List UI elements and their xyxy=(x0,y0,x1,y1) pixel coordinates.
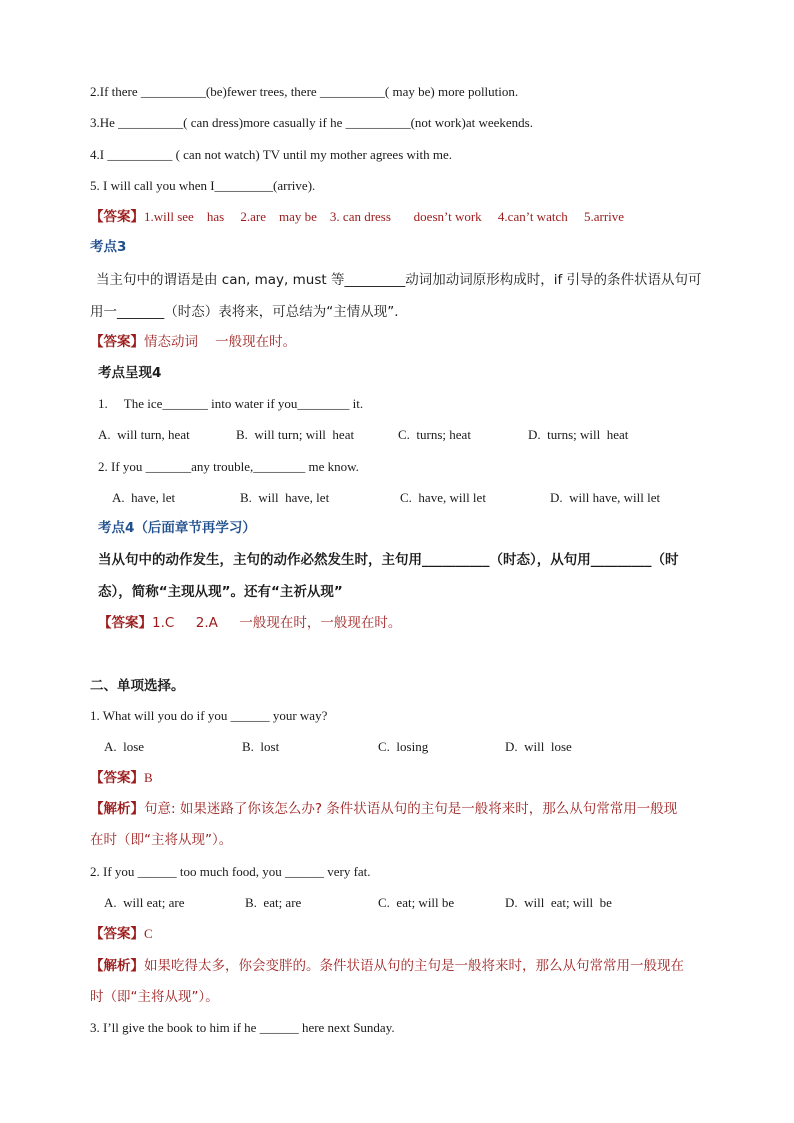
option-b: B. eat; are xyxy=(245,895,302,910)
kaodian-3-line-1: 当主句中的谓语是由 can, may, must 等_________动词加动词原形构成时，if 引导的条件状语从句可 xyxy=(96,272,702,288)
question-3: 3. I’ll give the book to him if he ______ here next Sunday. xyxy=(90,1020,395,1035)
option-d: D. will lose xyxy=(505,739,572,754)
exercise-q4: 4.I __________ ( can not watch) TV until my mother agrees with me. xyxy=(90,147,453,162)
option-a: A. lose xyxy=(104,739,145,754)
answer-line xyxy=(90,333,296,351)
analysis-line-1 xyxy=(90,800,677,818)
section-heading-single-choice: 二、单项选择。 xyxy=(90,678,185,694)
analysis-line-2: 在时（即“主将从现”）。 xyxy=(90,832,233,848)
option-d: D. will have, will let xyxy=(550,490,661,505)
answer-tag: 【答案】 xyxy=(90,926,144,942)
answer-tag: 【答案】 xyxy=(90,770,144,786)
answer-text: 1.C 2.A 一般现在时，一般现在时。 xyxy=(152,615,402,631)
question-1: 1. The ice_______ into water if you________ it. xyxy=(98,396,364,411)
answer-tag: 【答案】 xyxy=(90,334,144,350)
question-2: 2. If you ______ too much food, you ______ very fat. xyxy=(90,864,371,879)
answer-text: 1.will see has 2.are may be 3. can dress doesn’t work 4.can’t watch 5.arrive xyxy=(144,209,625,224)
answer-line xyxy=(90,208,624,226)
exercise-q3: 3.He __________( can dress)more casually if he __________(not work)at weekends. xyxy=(90,115,533,130)
answer-text: C xyxy=(144,926,153,941)
section-title-kaodian-4: 考点4（后面章节再学习） xyxy=(98,520,256,536)
analysis-tag: 【解析】 xyxy=(90,958,144,974)
analysis-text: 句意: 如果迷路了你该怎么办? 条件状语从句的主句是一般将来时，那么从句常常用一般现 xyxy=(144,801,678,817)
section-title-kaodian-chengxian-4: 考点呈现4 xyxy=(98,365,162,381)
kaodian-4-line-2: 态），简称“主现从现”。还有“主祈从现” xyxy=(98,584,343,600)
answer-tag: 【答案】 xyxy=(98,615,152,631)
answer-line xyxy=(90,769,153,787)
answer-line xyxy=(98,614,401,632)
question-1: 1. What will you do if you ______ your way? xyxy=(90,708,328,723)
answer-tag: 【答案】 xyxy=(90,209,144,225)
option-a: A. have, let xyxy=(112,490,176,505)
analysis-line-2: 时（即“主将从现”）。 xyxy=(90,989,219,1005)
answer-line xyxy=(90,925,153,943)
option-c: C. have, will let xyxy=(400,490,486,505)
option-c: C. eat; will be xyxy=(378,895,455,910)
analysis-line-1 xyxy=(90,957,684,975)
question-2: 2. If you _______any trouble,________ me know. xyxy=(98,459,359,474)
kaodian-4-line-1: 当从句中的动作发生，主句的动作必然发生时，主句用__________（时态），从句用_________（时 xyxy=(98,552,679,568)
answer-text: B xyxy=(144,770,153,785)
exercise-q2: 2.If there __________(be)fewer trees, there __________( may be) more pollution. xyxy=(90,84,519,99)
analysis-tag: 【解析】 xyxy=(90,801,144,817)
option-b: B. will turn; will heat xyxy=(236,427,355,442)
option-a: A. will turn, heat xyxy=(98,427,190,442)
option-b: B. will have, let xyxy=(240,490,330,505)
kaodian-3-line-2: 用一_______（时态）表将来，可总结为“主情从现”. xyxy=(90,304,399,320)
section-title-kaodian-3: 考点3 xyxy=(90,239,127,255)
answer-text: 情态动词 一般现在时。 xyxy=(144,334,297,350)
option-d: D. will eat; will be xyxy=(505,895,612,910)
analysis-text: 如果吃得太多，你会变胖的。条件状语从句的主句是一般将来时，那么从句常常用一般现在 xyxy=(144,958,684,974)
option-a: A. will eat; are xyxy=(104,895,185,910)
exercise-q5: 5. I will call you when I_________(arrive). xyxy=(90,178,316,193)
option-d: D. turns; will heat xyxy=(528,427,629,442)
option-b: B. lost xyxy=(242,739,280,754)
option-c: C. turns; heat xyxy=(398,427,471,442)
option-c: C. losing xyxy=(378,739,429,754)
